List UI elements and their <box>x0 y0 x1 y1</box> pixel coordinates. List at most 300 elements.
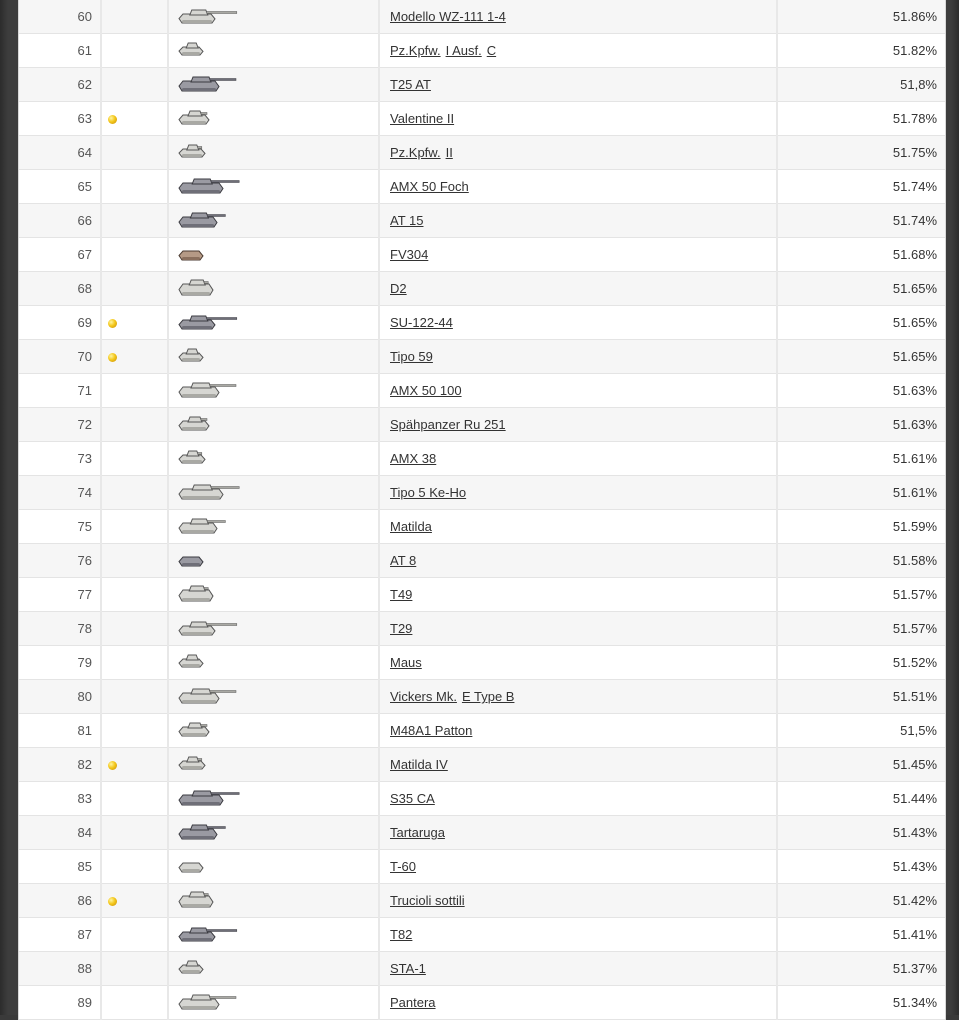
win-rate-cell <box>777 102 945 136</box>
vehicle-name-cell <box>379 646 777 680</box>
rank-cell <box>19 646 101 680</box>
premium-cell <box>101 816 168 850</box>
vehicle-name-cell <box>379 680 777 714</box>
rank-cell <box>19 170 101 204</box>
tank-dark-grey-icon <box>177 174 267 200</box>
tank-dark-grey-icon <box>177 208 267 234</box>
table-row <box>19 612 945 646</box>
premium-cell <box>101 306 168 340</box>
premium-cell <box>101 340 168 374</box>
tank-dark-grey-icon <box>177 820 267 846</box>
win-rate-cell <box>777 238 945 272</box>
premium-cell <box>101 578 168 612</box>
table-row <box>19 204 945 238</box>
vehicle-name-link[interactable]: Pz.Kpfw. <box>390 145 441 160</box>
vehicle-name-link[interactable]: AMX 50 Foch <box>390 179 469 194</box>
vehicle-name-link[interactable]: S35 CA <box>390 791 435 806</box>
rank-cell <box>19 850 101 884</box>
vehicle-image-cell <box>168 408 379 442</box>
rank-cell <box>19 442 101 476</box>
win-rate-value: 51.86% <box>892 9 937 24</box>
win-rate-value: 51.61% <box>892 451 937 466</box>
vehicle-name-link[interactable]: Matilda IV <box>390 757 448 772</box>
win-rate-value: 51,5% <box>900 723 937 738</box>
win-rate-cell <box>777 578 945 612</box>
vehicle-name-link[interactable]: Tipo 5 Ke-Ho <box>390 485 467 500</box>
vehicle-name-link[interactable]: Valentine II <box>390 111 455 126</box>
table-row <box>19 646 945 680</box>
tank-light-grey-icon <box>177 38 267 64</box>
win-rate-value: 51.63% <box>892 383 937 398</box>
vehicle-name-cell <box>379 544 777 578</box>
rank-cell <box>19 986 101 1020</box>
vehicle-image-cell <box>168 68 379 102</box>
premium-cell <box>101 884 168 918</box>
win-rate-value: 51.74% <box>892 179 937 194</box>
rank-cell <box>19 476 101 510</box>
vehicle-image-cell <box>168 748 379 782</box>
rank-number: 78 <box>77 621 92 636</box>
tank-light-grey-icon <box>177 446 267 472</box>
win-rate-value: 51.68% <box>892 247 937 262</box>
premium-cell <box>101 170 168 204</box>
vehicle-name-cell <box>379 374 777 408</box>
win-rate-value: 51.51% <box>892 689 937 704</box>
vehicle-name-link[interactable]: E Type B <box>461 689 515 704</box>
premium-cell <box>101 646 168 680</box>
win-rate-value: 51.44% <box>892 791 937 806</box>
vehicle-name-link[interactable]: C <box>486 43 497 58</box>
rank-number: 84 <box>77 825 92 840</box>
table-row <box>19 442 945 476</box>
vehicle-name-link[interactable]: T25 AT <box>390 77 431 92</box>
rank-cell <box>19 782 101 816</box>
premium-cell <box>101 680 168 714</box>
vehicle-image-cell <box>168 0 379 34</box>
premium-cell <box>101 748 168 782</box>
table-row <box>19 340 945 374</box>
tank-dark-grey-icon <box>177 310 267 336</box>
vehicle-name-cell <box>379 408 777 442</box>
tank-light-grey-icon <box>177 684 267 710</box>
win-rate-value: 51.63% <box>892 417 937 432</box>
win-rate-cell <box>777 816 945 850</box>
rank-number: 66 <box>77 213 92 228</box>
vehicle-name-cell <box>379 918 777 952</box>
win-rate-value: 51.34% <box>892 995 937 1010</box>
tank-light-grey-icon <box>177 990 267 1016</box>
rank-cell <box>19 816 101 850</box>
premium-cell <box>101 612 168 646</box>
table-row <box>19 544 945 578</box>
table-row <box>19 748 945 782</box>
vehicle-name-cell <box>379 170 777 204</box>
rank-number: 85 <box>77 859 92 874</box>
tank-dark-grey-icon <box>177 72 267 98</box>
win-rate-value: 51.58% <box>892 553 937 568</box>
vehicle-image-cell <box>168 204 379 238</box>
vehicle-name-link[interactable]: Maus <box>390 655 422 670</box>
table-row <box>19 170 945 204</box>
table-row <box>19 68 945 102</box>
premium-cell <box>101 544 168 578</box>
premium-cell <box>101 408 168 442</box>
tank-light-grey-icon <box>177 752 267 778</box>
table-row <box>19 578 945 612</box>
rank-cell <box>19 136 101 170</box>
tank-light-grey-icon <box>177 718 267 744</box>
win-rate-cell <box>777 544 945 578</box>
tank-light-grey-icon <box>177 4 267 30</box>
vehicle-image-cell <box>168 102 379 136</box>
vehicle-name-cell <box>379 612 777 646</box>
premium-cell <box>101 204 168 238</box>
win-rate-cell <box>777 0 945 34</box>
win-rate-value: 51.45% <box>892 757 937 772</box>
win-rate-cell <box>777 374 945 408</box>
premium-cell <box>101 510 168 544</box>
vehicle-name-link[interactable]: Modello WZ-111 1-4 <box>390 9 506 24</box>
vehicle-name-cell <box>379 578 777 612</box>
table-row <box>19 816 945 850</box>
win-rate-value: 51.61% <box>892 485 937 500</box>
vehicle-name-cell <box>379 204 777 238</box>
premium-cell <box>101 850 168 884</box>
premium-cell <box>101 714 168 748</box>
tank-light-grey-icon <box>177 514 267 540</box>
vehicle-image-cell <box>168 986 379 1020</box>
table-row <box>19 102 945 136</box>
rank-number: 88 <box>77 961 92 976</box>
vehicle-name-link[interactable]: AT 15 <box>390 213 424 228</box>
vehicle-name-link[interactable]: T29 <box>390 621 413 636</box>
vehicle-name-cell <box>379 714 777 748</box>
premium-cell <box>101 374 168 408</box>
vehicle-name-link[interactable]: FV304 <box>390 247 429 262</box>
win-rate-value: 51.65% <box>892 349 937 364</box>
vehicle-name-link[interactable]: T82 <box>390 927 413 942</box>
gold-coin-icon <box>108 115 117 124</box>
win-rate-cell <box>777 918 945 952</box>
vehicle-name-link[interactable]: Tipo 59 <box>390 349 433 364</box>
rank-number: 81 <box>77 723 92 738</box>
rank-number: 73 <box>77 451 92 466</box>
vehicle-image-cell <box>168 782 379 816</box>
table-row <box>19 272 945 306</box>
gold-coin-icon <box>108 761 117 770</box>
rank-cell <box>19 714 101 748</box>
win-rate-cell <box>777 510 945 544</box>
rank-number: 75 <box>77 519 92 534</box>
win-rate-value: 51.65% <box>892 315 937 330</box>
vehicle-name-link[interactable]: AT 8 <box>390 553 417 568</box>
vehicle-ranking-table <box>19 0 945 1020</box>
vehicle-name-link[interactable]: Trucioli sottili <box>390 893 465 908</box>
rank-number: 89 <box>77 995 92 1010</box>
vehicle-name-link[interactable]: I Ausf. <box>445 43 482 58</box>
win-rate-cell <box>777 748 945 782</box>
premium-cell <box>101 34 168 68</box>
premium-cell <box>101 136 168 170</box>
vehicle-name-cell <box>379 272 777 306</box>
premium-cell <box>101 918 168 952</box>
vehicle-name-cell <box>379 102 777 136</box>
win-rate-cell <box>777 170 945 204</box>
rank-number: 61 <box>77 43 92 58</box>
rank-cell <box>19 680 101 714</box>
win-rate-value: 51.43% <box>892 825 937 840</box>
vehicle-name-cell <box>379 442 777 476</box>
win-rate-value: 51.57% <box>892 621 937 636</box>
gold-coin-icon <box>108 353 117 362</box>
vehicle-name-cell <box>379 340 777 374</box>
vehicle-image-cell <box>168 272 379 306</box>
rank-number: 67 <box>77 247 92 262</box>
vehicle-image-cell <box>168 510 379 544</box>
win-rate-value: 51.52% <box>892 655 937 670</box>
win-rate-cell <box>777 680 945 714</box>
rank-cell <box>19 578 101 612</box>
vehicle-name-link[interactable]: T-60 <box>390 859 417 874</box>
vehicle-image-cell <box>168 136 379 170</box>
win-rate-value: 51.75% <box>892 145 937 160</box>
vehicle-image-cell <box>168 170 379 204</box>
tank-light-grey-icon <box>177 956 267 982</box>
rank-number: 77 <box>77 587 92 602</box>
rank-cell <box>19 952 101 986</box>
vehicle-name-cell <box>379 850 777 884</box>
rank-number: 82 <box>77 757 92 772</box>
rank-cell <box>19 544 101 578</box>
vehicle-name-cell <box>379 68 777 102</box>
win-rate-cell <box>777 34 945 68</box>
table-row <box>19 374 945 408</box>
rank-number: 87 <box>77 927 92 942</box>
vehicle-name-link[interactable]: T49 <box>390 587 413 602</box>
vehicle-name-cell <box>379 0 777 34</box>
rank-cell <box>19 408 101 442</box>
win-rate-cell <box>777 442 945 476</box>
vehicle-name-link[interactable]: Pantera <box>390 995 436 1010</box>
rank-number: 60 <box>77 9 92 24</box>
premium-cell <box>101 476 168 510</box>
vehicle-name-link[interactable]: Matilda <box>390 519 432 534</box>
vehicle-name-link[interactable]: AMX 38 <box>390 451 437 466</box>
vehicle-image-cell <box>168 306 379 340</box>
tank-light-grey-icon <box>177 344 267 370</box>
tank-light-grey-icon <box>177 854 267 880</box>
vehicle-name-cell <box>379 238 777 272</box>
vehicle-name-cell <box>379 510 777 544</box>
win-rate-cell <box>777 408 945 442</box>
win-rate-cell <box>777 272 945 306</box>
vehicle-name-link[interactable]: Tartaruga <box>390 825 445 840</box>
vehicle-image-cell <box>168 850 379 884</box>
vehicle-image-cell <box>168 374 379 408</box>
table-row <box>19 306 945 340</box>
tank-light-grey-icon <box>177 378 267 404</box>
vehicle-image-cell <box>168 476 379 510</box>
win-rate-cell <box>777 850 945 884</box>
rank-cell <box>19 748 101 782</box>
table-row <box>19 408 945 442</box>
gold-coin-icon <box>108 319 117 328</box>
rank-cell <box>19 68 101 102</box>
rank-number: 74 <box>77 485 92 500</box>
tank-light-grey-icon <box>177 276 267 302</box>
rank-number: 80 <box>77 689 92 704</box>
rank-cell <box>19 340 101 374</box>
premium-cell <box>101 986 168 1020</box>
table-row <box>19 782 945 816</box>
table-row <box>19 0 945 34</box>
vehicle-image-cell <box>168 816 379 850</box>
vehicle-name-link[interactable]: AMX 50 100 <box>390 383 462 398</box>
vehicle-name-link[interactable]: Spähpanzer Ru 251 <box>390 417 506 432</box>
tank-light-grey-icon <box>177 106 267 132</box>
rank-cell <box>19 34 101 68</box>
vehicle-image-cell <box>168 952 379 986</box>
vehicle-name-link[interactable]: II <box>445 145 453 160</box>
vehicle-name-link[interactable]: D2 <box>390 281 407 296</box>
win-rate-cell <box>777 714 945 748</box>
vehicle-name-cell <box>379 136 777 170</box>
rank-cell <box>19 102 101 136</box>
vehicle-image-cell <box>168 680 379 714</box>
rank-number: 68 <box>77 281 92 296</box>
win-rate-cell <box>777 476 945 510</box>
premium-cell <box>101 238 168 272</box>
table-row <box>19 510 945 544</box>
table-row <box>19 476 945 510</box>
rank-cell <box>19 918 101 952</box>
table-row <box>19 238 945 272</box>
vehicle-name-link[interactable]: STA-1 <box>390 961 426 976</box>
win-rate-value: 51.43% <box>892 859 937 874</box>
vehicle-name-cell <box>379 986 777 1020</box>
table-row <box>19 136 945 170</box>
rank-cell <box>19 884 101 918</box>
vehicle-name-cell <box>379 952 777 986</box>
win-rate-cell <box>777 204 945 238</box>
win-rate-cell <box>777 782 945 816</box>
rank-cell <box>19 272 101 306</box>
win-rate-cell <box>777 952 945 986</box>
vehicle-image-cell <box>168 544 379 578</box>
rank-number: 76 <box>77 553 92 568</box>
win-rate-value: 51.37% <box>892 961 937 976</box>
vehicle-name-link[interactable]: Vickers Mk. <box>390 689 457 704</box>
tank-light-grey-icon <box>177 140 267 166</box>
table-row <box>19 714 945 748</box>
win-rate-value: 51.78% <box>892 111 937 126</box>
table-row <box>19 850 945 884</box>
rank-number: 71 <box>77 383 92 398</box>
tank-dark-grey-icon <box>177 922 267 948</box>
win-rate-value: 51.82% <box>892 43 937 58</box>
rank-cell <box>19 306 101 340</box>
vehicle-name-cell <box>379 782 777 816</box>
tank-light-grey-icon <box>177 888 267 914</box>
rank-number: 83 <box>77 791 92 806</box>
table-row <box>19 986 945 1020</box>
rank-number: 86 <box>77 893 92 908</box>
rank-cell <box>19 374 101 408</box>
win-rate-cell <box>777 986 945 1020</box>
win-rate-value: 51.59% <box>892 519 937 534</box>
win-rate-value: 51.65% <box>892 281 937 296</box>
tank-light-grey-icon <box>177 480 267 506</box>
rank-number: 63 <box>77 111 92 126</box>
rank-cell <box>19 204 101 238</box>
win-rate-cell <box>777 884 945 918</box>
win-rate-value: 51.57% <box>892 587 937 602</box>
tank-light-grey-icon <box>177 650 267 676</box>
tank-light-grey-icon <box>177 582 267 608</box>
premium-cell <box>101 68 168 102</box>
win-rate-cell <box>777 306 945 340</box>
premium-cell <box>101 102 168 136</box>
rank-cell <box>19 510 101 544</box>
table-row <box>19 34 945 68</box>
vehicle-name-cell <box>379 884 777 918</box>
vehicle-image-cell <box>168 238 379 272</box>
win-rate-cell <box>777 340 945 374</box>
win-rate-value: 51.42% <box>892 893 937 908</box>
premium-cell <box>101 0 168 34</box>
vehicle-name-cell <box>379 748 777 782</box>
vehicle-name-cell <box>379 306 777 340</box>
rank-number: 64 <box>77 145 92 160</box>
win-rate-cell <box>777 646 945 680</box>
win-rate-cell <box>777 612 945 646</box>
vehicle-image-cell <box>168 884 379 918</box>
win-rate-value: 51.74% <box>892 213 937 228</box>
rank-cell <box>19 612 101 646</box>
premium-cell <box>101 272 168 306</box>
vehicle-image-cell <box>168 578 379 612</box>
table-row <box>19 952 945 986</box>
win-rate-value: 51,8% <box>900 77 937 92</box>
rank-number: 69 <box>77 315 92 330</box>
vehicle-name-cell <box>379 476 777 510</box>
rank-number: 72 <box>77 417 92 432</box>
vehicle-name-cell <box>379 816 777 850</box>
rank-cell <box>19 238 101 272</box>
table-row <box>19 680 945 714</box>
table-row <box>19 884 945 918</box>
vehicle-image-cell <box>168 918 379 952</box>
win-rate-cell <box>777 68 945 102</box>
table-row <box>19 918 945 952</box>
tank-light-grey-icon <box>177 412 267 438</box>
rank-number: 70 <box>77 349 92 364</box>
premium-cell <box>101 442 168 476</box>
vehicle-image-cell <box>168 34 379 68</box>
tank-brown-icon <box>177 242 267 268</box>
rank-number: 79 <box>77 655 92 670</box>
premium-cell <box>101 782 168 816</box>
table-body <box>19 0 945 1020</box>
win-rate-cell <box>777 136 945 170</box>
vehicle-name-link[interactable]: M48A1 Patton <box>390 723 473 738</box>
vehicle-image-cell <box>168 340 379 374</box>
vehicle-image-cell <box>168 714 379 748</box>
vehicle-name-link[interactable]: Pz.Kpfw. <box>390 43 441 58</box>
tank-light-grey-icon <box>177 616 267 642</box>
rank-cell <box>19 0 101 34</box>
vehicle-name-link[interactable]: SU-122-44 <box>390 315 453 330</box>
